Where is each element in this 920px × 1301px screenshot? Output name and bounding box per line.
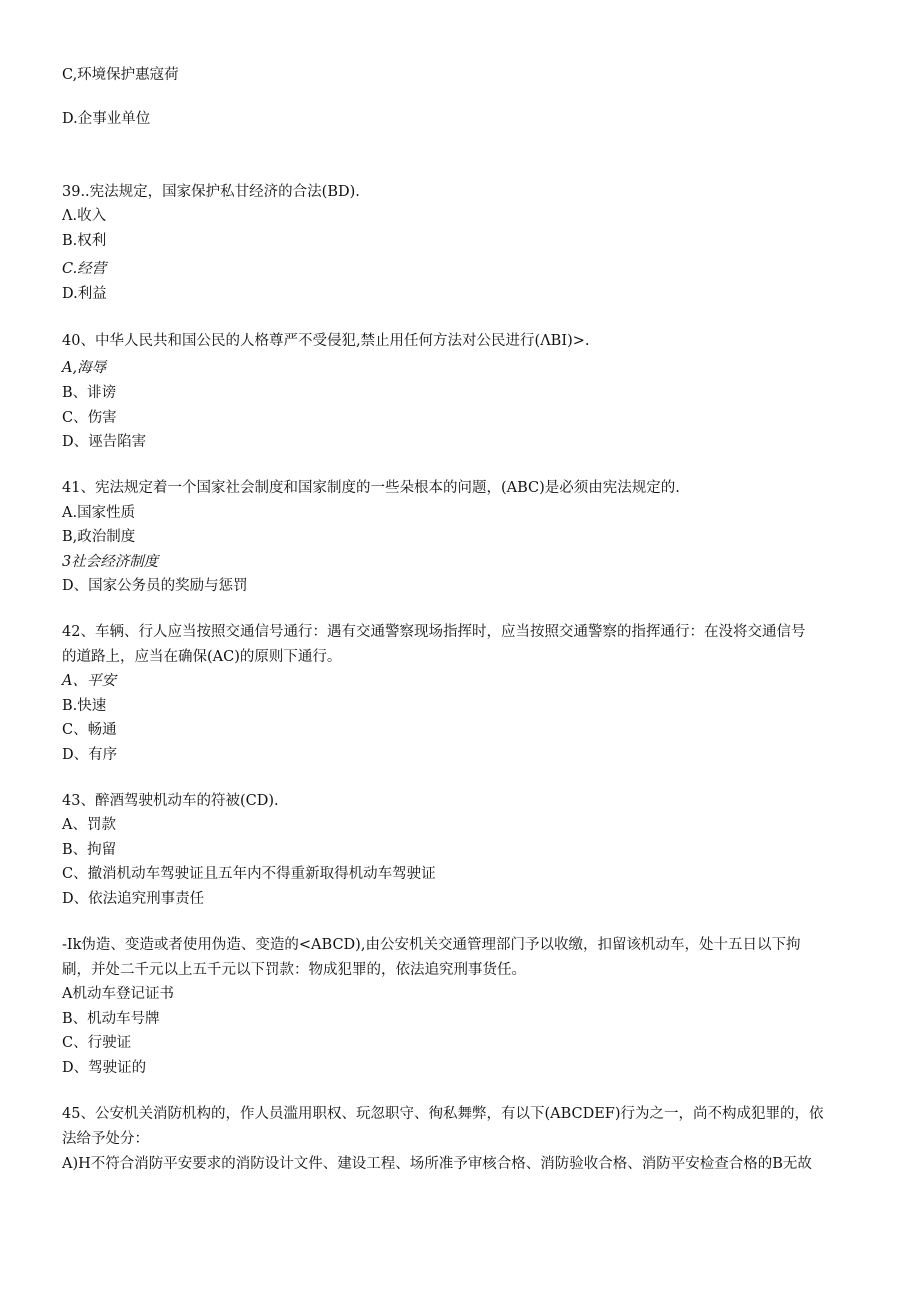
- question-44-line-2: 刷，并处二千元以上五千元以下罚款：物成犯罪的，依法追究刑事货任。: [62, 962, 526, 978]
- option-a-q40: A,海辱: [62, 360, 107, 376]
- question-45-line-2: 法给予处分：: [62, 1131, 149, 1147]
- option-a-q41: A.国家性质: [62, 505, 136, 521]
- option-a-q43: A、罚款: [62, 817, 116, 833]
- question-42-line-1: 42、车辆、行人应当按照交通信号通行：遇有交通警察现场指挥时，应当按照交通警察的指挥通行：在没将交通信号: [62, 624, 806, 640]
- option-c-q38: C,环境保护惠寇荷: [62, 67, 179, 83]
- question-43: 43、醉酒驾驶机动车的符被(CD).: [62, 793, 279, 809]
- option-a-q39: Λ.收入: [62, 208, 107, 224]
- question-40: 40、中华人民共和国公民的人格尊严不受侵犯,禁止用任何方法对公民进行(ΛBI)>.: [62, 333, 590, 349]
- option-b-q39: B.权利: [62, 233, 107, 249]
- question-45-line-3: A)H不符合消防平安要求的消防设计文件、建设工程、场所准予审核合格、消防验收合格、消防平安检查合格的B无故: [62, 1156, 812, 1172]
- question-39: 39..宪法规定，国家保护私甘经济的合法(BD).: [62, 184, 360, 200]
- option-c-q42: C、畅通: [62, 722, 117, 738]
- option-b-q44: B、机动车号牌: [62, 1011, 160, 1027]
- option-b-q41: B,政治制度: [62, 529, 136, 545]
- option-d-q44: D、驾驶证的: [62, 1060, 147, 1076]
- option-c-q39: C.经营: [62, 261, 107, 277]
- option-a-q42: A、平安: [62, 673, 116, 689]
- option-d-q41: D、国家公务员的奖励与惩罚: [62, 578, 248, 594]
- option-d-q40: D、诬告陷害: [62, 434, 147, 450]
- question-42-line-2: 的道路上，应当在确保(AC)的原则下通行。: [62, 649, 342, 665]
- option-b-q42: B.快速: [62, 698, 107, 714]
- option-c-q44: C、行驶证: [62, 1035, 132, 1051]
- option-a-q44: A机动车登记证书: [62, 986, 174, 1002]
- option-c-q40: C、伤害: [62, 410, 117, 426]
- option-d-q38: D.企事业单位: [62, 111, 151, 127]
- option-c-q43: C、撤消机动车驾驶证且五年内不得重新取得机动车驾驶证: [62, 866, 436, 882]
- option-c-q41: 3社会经济制度: [62, 554, 159, 570]
- option-b-q43: B、拘留: [62, 842, 117, 858]
- option-b-q40: B、诽谤: [62, 385, 117, 401]
- option-d-q43: D、依法追究刑事责任: [62, 891, 205, 907]
- question-44-line-1: -Ik伪造、变造或者使用伪造、变造的<ABCD),由公安机关交通管理部门予以收缴，扣留该机动车，处十五日以下拘: [62, 937, 801, 953]
- question-45-line-1: 45、公安机关消防机构的，作人员滥用职权、玩忽职守、徇私舞弊，有以下(ABCDEF)行为之一，尚不构成犯罪的，依: [62, 1106, 824, 1122]
- option-d-q42: D、有序: [62, 747, 118, 763]
- option-d-q39: D.利益: [62, 286, 107, 302]
- question-41: 41、宪法规定着一个国家社会制度和国家制度的一些朵根本的问题，(ABC)是必须由宪法规定的.: [62, 480, 680, 496]
